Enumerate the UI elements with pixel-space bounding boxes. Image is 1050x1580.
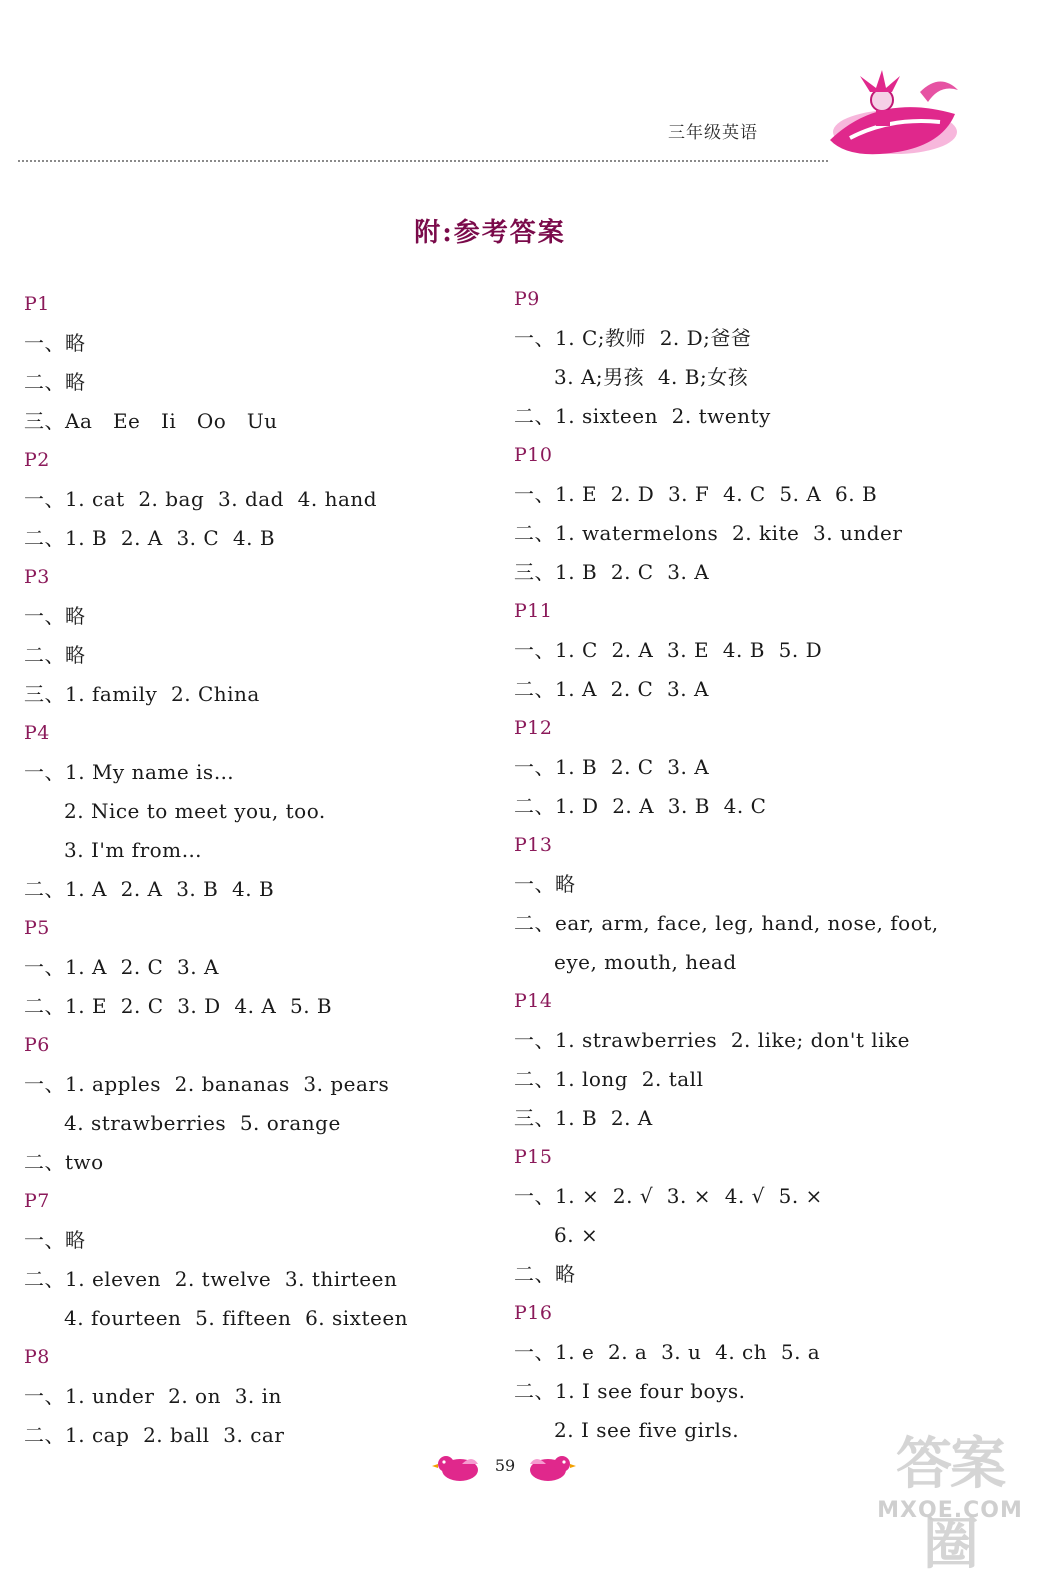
answer-line: 一、1. C 2. A 3. E 4. B 5. D [514,638,823,662]
answer-line: 二、1. A 2. A 3. B 4. B [24,877,275,901]
answer-line: 三、1. B 2. C 3. A [514,560,710,584]
answer-line: 4. strawberries 5. orange [64,1111,341,1135]
site-watermark [870,1420,1030,1577]
header-divider [18,160,828,162]
answer-line: 三、Aa Ee Ii Oo Uu [24,409,278,433]
answer-line: 二、略 [24,643,86,667]
surfer-illustration-icon [790,62,965,162]
page-label: P4 [24,722,50,744]
answer-line: 二、two [24,1150,104,1174]
answer-line: 二、1. D 2. A 3. B 4. C [514,794,767,818]
watermark-url: MXQE.COM [877,1498,1023,1523]
answer-line: 二、略 [24,370,86,394]
answer-line: 3. I'm from… [64,838,203,862]
bird-left-icon [432,1450,482,1484]
answer-line: 一、略 [24,604,86,628]
answer-line: 一、1. cat 2. bag 3. dad 4. hand [24,487,378,511]
answer-line: 一、1. B 2. C 3. A [514,755,710,779]
watermark-logo: 答案圈 [896,1432,1004,1577]
answer-line: 一、略 [514,872,576,896]
page-label: P5 [24,917,50,939]
answer-line: 一、1. strawberries 2. like; don't like [514,1028,910,1052]
answer-line: eye, mouth, head [554,950,737,974]
answer-line: 二、略 [514,1262,576,1286]
left-answer-column [24,285,484,1455]
book-series-label: 三年级英语 [668,123,758,143]
answer-line: 一、1. C;教师 2. D;爸爸 [514,326,752,350]
page-label: P1 [24,293,50,315]
answer-line: 2. I see five girls. [554,1418,740,1442]
answer-line: 3. A;男孩 4. B;女孩 [554,365,749,389]
answer-line: 一、略 [24,1228,86,1252]
page-label: P3 [24,566,50,588]
answer-line: 三、1. B 2. A [514,1106,653,1130]
answer-line: 一、1. × 2. √ 3. × 4. √ 5. × [514,1184,823,1208]
answer-line: 一、1. A 2. C 3. A [24,955,219,979]
answer-line: 6. × [554,1223,599,1247]
page-label: P13 [514,834,553,856]
page-label: P10 [514,444,553,466]
page-label: P16 [514,1302,553,1324]
answer-line: 二、1. watermelons 2. kite 3. under [514,521,903,545]
answer-line: 二、1. A 2. C 3. A [514,677,709,701]
answer-line: 4. fourteen 5. fifteen 6. sixteen [64,1306,409,1330]
answer-line: 一、1. under 2. on 3. in [24,1384,282,1408]
page-label: P7 [24,1190,50,1212]
answer-line: 二、1. long 2. tall [514,1067,704,1091]
page-label: P11 [514,600,553,622]
answer-line: 二、1. sixteen 2. twenty [514,404,771,428]
answer-line: 一、1. e 2. a 3. u 4. ch 5. a [514,1340,821,1364]
answer-line: 二、1. I see four boys. [514,1379,746,1403]
answer-line: 一、1. My name is… [24,760,235,784]
page-label: P6 [24,1034,50,1056]
answer-line: 二、1. E 2. C 3. D 4. A 5. B [24,994,333,1018]
page-label: P2 [24,449,50,471]
answer-line: 二、1. cap 2. ball 3. car [24,1423,285,1447]
answer-line: 二、ear, arm, face, leg, hand, nose, foot, [514,911,939,935]
page-number: 59 [494,1456,516,1475]
answer-line: 一、1. apples 2. bananas 3. pears [24,1072,390,1096]
right-answer-column [514,280,994,1450]
page-title: 附:参考答案 [414,218,566,248]
answer-line: 三、1. family 2. China [24,682,260,706]
page-label: P12 [514,717,553,739]
answer-line: 一、略 [24,331,86,355]
page-label: P15 [514,1146,553,1168]
answer-line: 二、1. eleven 2. twelve 3. thirteen [24,1267,398,1291]
answer-line: 二、1. B 2. A 3. C 4. B [24,526,276,550]
bird-right-icon [526,1450,576,1484]
answer-line: 2. Nice to meet you, too. [64,799,326,823]
page-label: P9 [514,288,540,310]
page-label: P8 [24,1346,50,1368]
page-label: P14 [514,990,553,1012]
answer-line: 一、1. E 2. D 3. F 4. C 5. A 6. B [514,482,878,506]
